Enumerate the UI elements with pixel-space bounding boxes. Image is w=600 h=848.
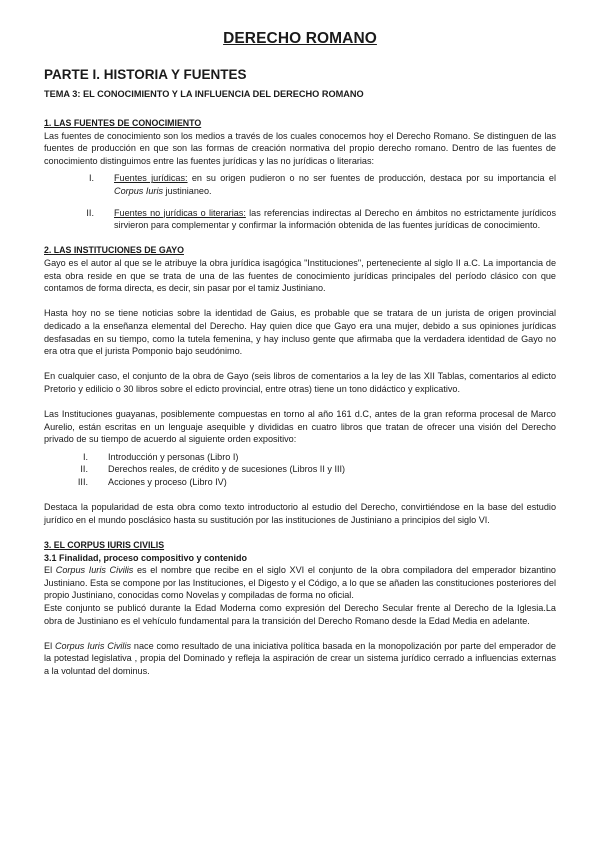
document-body bbox=[44, 117, 556, 678]
section-3-paragraph-3: El Corpus Iuris Civilis nace como resultado de una iniciativa política basada en la monopolización por parte del emperador de la potestad legislativa , propia del Dominado y refleja la aspiración de crear un sistema jurídico cerrado a influencias externas a la voluntad del dominus. bbox=[44, 640, 556, 676]
list-number: I. bbox=[82, 451, 88, 462]
list-item: II. Derechos reales, de crédito y de sucesiones (Libros II y III) bbox=[44, 463, 556, 476]
list-number: III. bbox=[77, 477, 88, 488]
section-2-paragraph-2: Hasta hoy no se tiene noticias sobre la identidad de Gaius, es probable que se tratara de un jurista de origen provincial dedicado a la enseñanza elemental del Derecho. Hay quien dice que Gayo era una mujer, debido a sus opiniones jurídicas desfasadas en su tiempo, como la tutela femenina, y hay incluso gente que afirmaba que la verdadera identidad de Gayo no era otra que el jurista Pomponio bajo seudónimo. bbox=[44, 308, 556, 357]
list-number: II. bbox=[86, 207, 94, 218]
section-2-paragraph-3: En cualquier caso, el conjunto de la obra de Gayo (seis libros de comentarios a la ley de las XII Tablas, comentarios al edicto Pretorio y edilicio o 30 libros sobre el edicto provincial, entre otras) tiene un tono didáctico y explicativo. bbox=[44, 371, 556, 394]
section-3-paragraph-2: Este conjunto se publicó durante la Edad Moderna como expresión del Derecho Secular frente al Derecho de la Iglesia.La obra de Justiniano es el vehículo fundamental para la transición del Derecho Romano desde la Edad Media en adelante. bbox=[44, 602, 556, 626]
section-1-heading: 1. LAS FUENTES DE CONOCIMIENTO bbox=[44, 118, 202, 128]
section-2-paragraph-4: Las Instituciones guayanas, posiblemente compuestas en torno al año 161 d.C, antes de la gran reforma procesal de Marco Aurelio, están escritas en un lenguaje asequible y divididas en cuatro libros que tratan de ofrecer una visión del Derecho privado de su tiempo de acuerdo al siguiente orden expositivo: bbox=[44, 409, 556, 445]
list-number: I. bbox=[88, 173, 94, 184]
books-list bbox=[44, 451, 556, 489]
list-item: II. Fuentes no jurídicas o literarias: las referencias indirectas al Derecho en ámbitos no estrictamente jurídicos sirvieron para complementar y confirmar la información obtenida de las fuentes jurídicas de conocimiento. bbox=[44, 207, 556, 232]
list-number: II. bbox=[80, 464, 88, 475]
section-2-paragraph-5: Destaca la popularidad de esta obra como texto introductorio al estudio del Derecho, convirtiéndose en la base del estudio jurídico en el mundo posclásico hasta su sustitución por las instituciones de Justiniano a principios del siglo VI. bbox=[44, 502, 556, 525]
sources-list bbox=[44, 172, 556, 231]
section-1-paragraph: Las fuentes de conocimiento son los medios a través de los cuales conocemos hoy el Derecho Romano. Se distinguen de las fuentes de producción en que son las formas de creación normativa del propio derecho romano. Dentro de las fuentes de conocimiento distinguimos entre las fuentes jurídicas y las no jurídicas o literarias: bbox=[44, 130, 556, 166]
list-item: I. Introducción y personas (Libro I) bbox=[44, 451, 556, 464]
tema-title: TEMA 3: EL CONOCIMIENTO Y LA INFLUENCIA DEL DERECHO ROMANO bbox=[44, 89, 364, 99]
document-title: DERECHO ROMANO bbox=[223, 30, 377, 47]
section-2-paragraph-1: Gayo es el autor al que se le atribuye la obra jurídica isagógica "Instituciones", perteneciente al siglo II a.C. La importancia de esta obra reside en que se trata de una de las fuentes de conocimiento jurídicas principales del período clásico con que contamos de forma directa, es decir, sin pasar por el tamiz Justiniano. bbox=[44, 257, 556, 294]
list-term: Fuentes no jurídicas o literarias: bbox=[114, 207, 246, 218]
section-2-heading: 2. LAS INSTITUCIONES DE GAYO bbox=[44, 245, 184, 256]
list-term: Fuentes jurídicas: bbox=[114, 173, 188, 184]
section-3-subheading: 3.1 Finalidad, proceso compositivo y contenido bbox=[44, 552, 248, 563]
section-3-heading: 3. EL CORPUS IURIS CIVILIS bbox=[44, 540, 165, 550]
section-3-paragraph-1: El Corpus Iuris Civilis es el nombre que recibe en el siglo XVI el conjunto de la obra compiladora del emperador bizantino Justiniano. Esta se compone por las Instituciones, el Digesto y el Código, a lo que se añaden las constituciones posteriores del propio Justiniano, conocidas como Novelas y compiladas de forma no oficial. bbox=[44, 565, 556, 601]
part-title: PARTE I. HISTORIA Y FUENTES bbox=[44, 67, 247, 82]
list-item: I. Fuentes jurídicas: en su origen pudieron o no ser fuentes de producción, destaca por su importancia el Corpus Iuris justinianeo. bbox=[44, 172, 556, 197]
list-item: III. Acciones y proceso (Libro IV) bbox=[44, 476, 556, 489]
